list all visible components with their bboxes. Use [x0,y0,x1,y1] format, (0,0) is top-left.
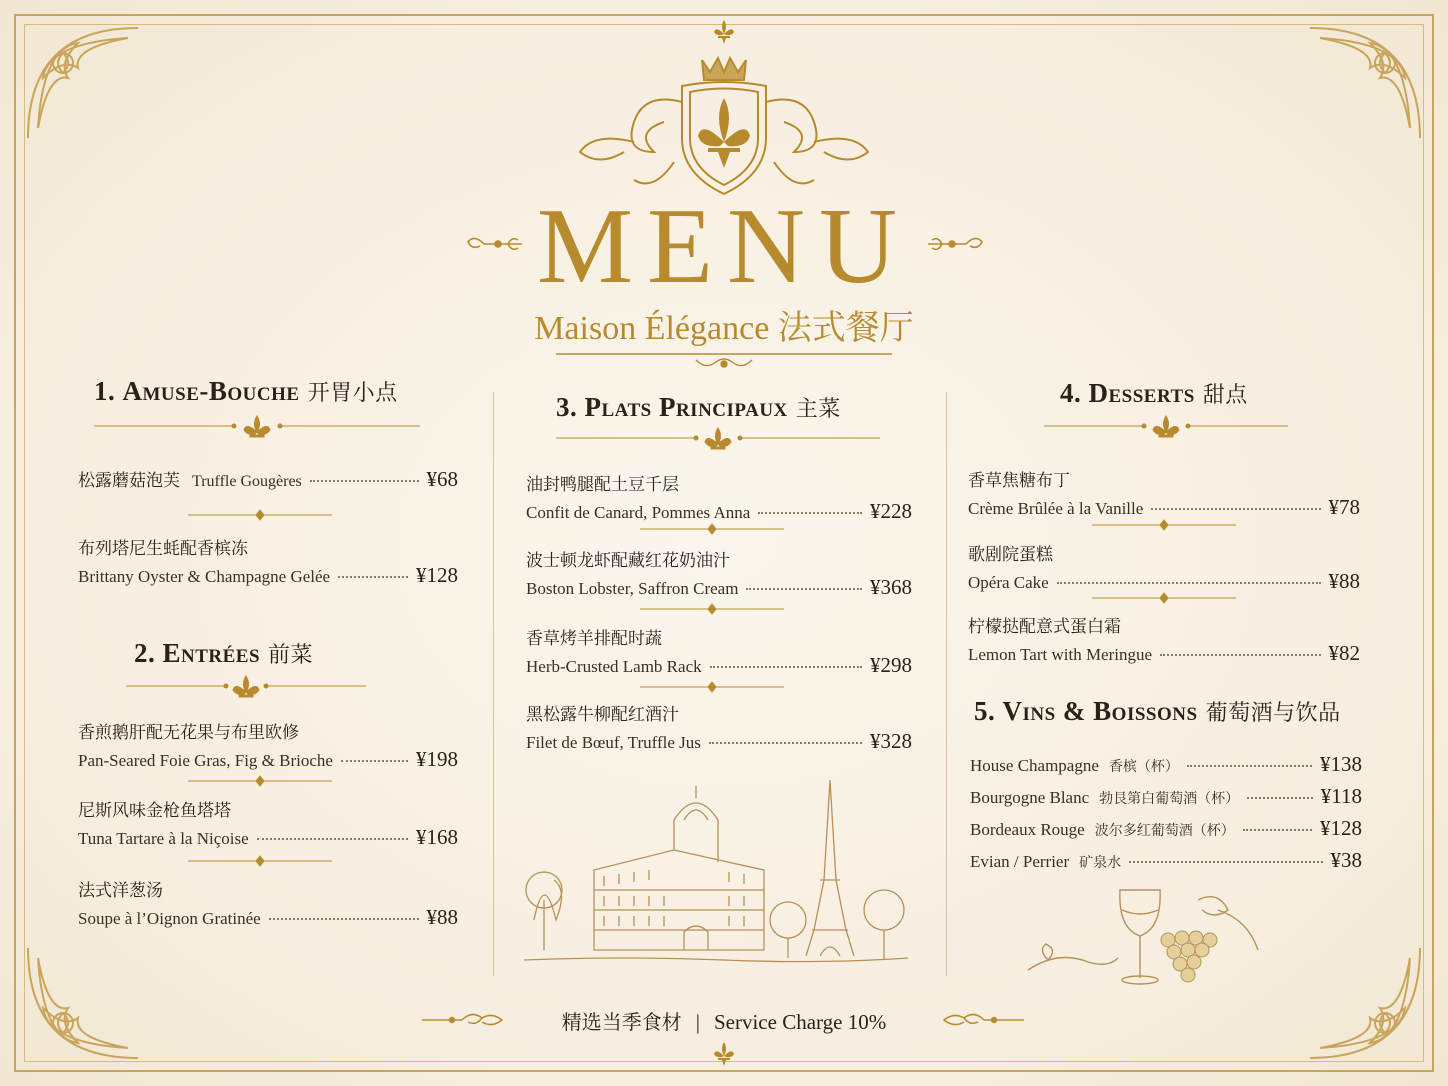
price: ¥118 [1320,784,1362,808]
price: ¥228 [870,499,912,523]
section-divider-icon [94,414,420,442]
section-title-vins-boissons: 5. Vins & Boissons 葡萄酒与饮品 [974,696,1341,726]
paris-building-illustration [524,780,908,980]
item-divider-icon [1092,519,1236,531]
menu-item: 法式洋葱汤 Soupe à l’Oignon Gratinée ¥88 [78,881,458,929]
drink-item: House Champagne 香槟（杯） ¥138 [970,752,1362,776]
column-divider [946,392,947,976]
price: ¥198 [416,747,458,771]
price: ¥328 [870,729,912,753]
wine-glass-icon [1018,880,1288,1000]
column-divider [493,392,494,976]
menu-item: 尼斯风味金枪鱼塔塔 Tuna Tartare à la Niçoise ¥168 [78,801,458,849]
corner-ornament-icon [1300,938,1430,1068]
price: ¥138 [1320,752,1362,776]
item-divider-icon [188,855,332,867]
drink-item: Bourgogne Blanc 勃艮第白葡萄酒（杯） ¥118 [970,784,1362,808]
footer-note: 精选当季食材 | Service Charge 10% [561,1010,887,1034]
item-divider-icon [188,775,332,787]
crest-icon [574,52,874,202]
menu-item: 油封鸭腿配土豆千层 Confit de Canard, Pommes Anna ¥228 [526,475,912,523]
item-divider-icon [188,509,332,521]
price: ¥68 [426,467,458,491]
section-title-plats-principaux: 3. Plats Principaux 主菜 [556,392,841,422]
section-title-desserts: 4. Desserts 甜点 [1060,378,1248,408]
corner-ornament-icon [1300,18,1430,148]
price: ¥128 [416,563,458,587]
section-divider-icon [556,426,880,454]
item-divider-icon [640,523,784,535]
fleur-de-lis-icon [710,18,738,46]
corner-ornament-icon [18,18,148,148]
drink-item: Evian / Perrier 矿泉水 ¥38 [970,848,1362,872]
menu-item: 柠檬挞配意式蛋白霜 Lemon Tart with Meringue ¥82 [968,617,1360,665]
corner-ornament-icon [18,938,148,1068]
section-title-entrees: 2. Entrées 前菜 [134,638,314,668]
price: ¥82 [1328,641,1360,665]
price: ¥298 [870,653,912,677]
item-divider-icon [640,603,784,615]
price: ¥88 [1328,569,1360,593]
menu-item: 波士顿龙虾配藏红花奶油汁 Boston Lobster, Saffron Cream ¥368 [526,551,912,599]
menu-item: 松露蘑菇泡芙 Truffle Gougères ¥68 [78,467,458,491]
menu-item: 黑松露牛柳配红酒汁 Filet de Bœuf, Truffle Jus ¥328 [526,705,912,753]
price: ¥128 [1320,816,1362,840]
fleur-de-lis-icon [710,1040,738,1068]
menu-item: 香草焦糖布丁 Crème Brûlée à la Vanille ¥78 [968,471,1360,519]
price: ¥368 [870,575,912,599]
menu-item: 布列塔尼生蚝配香槟冻 Brittany Oyster & Champagne Gelée ¥128 [78,539,458,587]
drink-item: Bordeaux Rouge 波尔多红葡萄酒（杯） ¥128 [970,816,1362,840]
price: ¥78 [1328,495,1360,519]
restaurant-name: Maison Élégance 法式餐厅 [534,310,914,347]
menu-item: 歌剧院蛋糕 Opéra Cake ¥88 [968,545,1360,593]
divider-icon [556,348,892,372]
price: ¥38 [1330,848,1362,872]
item-divider-icon [1092,592,1236,604]
price: ¥88 [426,905,458,929]
price: ¥168 [416,825,458,849]
section-title-amuse-bouche: 1. Amuse-Bouche 开胃小点 [94,376,398,406]
section-divider-icon [1044,414,1288,442]
item-divider-icon [640,681,784,693]
menu-item: 香草烤羊排配时蔬 Herb-Crusted Lamb Rack ¥298 [526,629,912,677]
menu-item: 香煎鹅肝配无花果与布里欧修 Pan-Seared Foie Gras, Fig & Brioche ¥198 [78,723,458,771]
section-divider-icon [126,674,366,702]
menu-title: MENU [537,187,911,306]
